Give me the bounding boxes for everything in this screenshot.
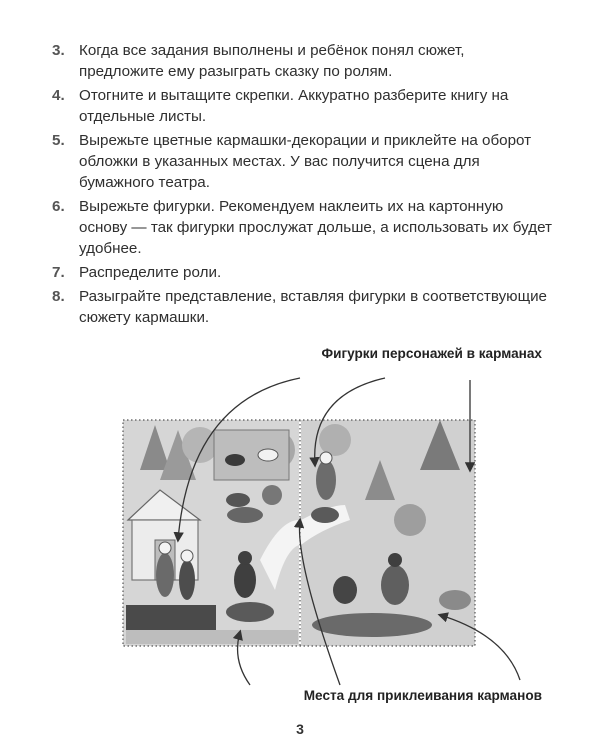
step-text: Распределите роли. xyxy=(79,264,222,281)
step-number: 8. xyxy=(52,288,65,305)
step-text: Когда все задания выполнены и ребёнок понял сюжет, предложите ему разыграть сказку по ролям. xyxy=(79,42,465,80)
step-number: 7. xyxy=(52,264,65,281)
step-text: Вырежьте фигурки. Рекомендуем наклеить их на картонную основу — так фигурки прослужат дольше, а использовать их будет удобнее. xyxy=(79,198,552,257)
step-text: Отогните и вытащите скрепки. Аккуратно разберите книгу на отдельные листы. xyxy=(79,87,509,125)
left-scene-panel xyxy=(123,420,299,646)
right-scene-panel xyxy=(301,420,475,646)
step-number: 4. xyxy=(52,87,65,104)
caption-character-figures: Фигурки персонажей в карманах xyxy=(321,346,542,361)
step-text: Разыграйте представление, вставляя фигурки в соответствующие сюжету кармашки. xyxy=(79,288,547,326)
page-number: 3 xyxy=(296,721,304,737)
step-text: Вырежьте цветные кармашки-декорации и приклейте на оборот обложки в указанных местах. У вас получится сцена для бумажного театра. xyxy=(79,132,532,191)
caption-pocket-places: Места для приклеивания карманов xyxy=(303,688,542,703)
step-number: 6. xyxy=(52,198,65,215)
step-number: 3. xyxy=(52,42,65,59)
step-number: 5. xyxy=(52,132,65,149)
